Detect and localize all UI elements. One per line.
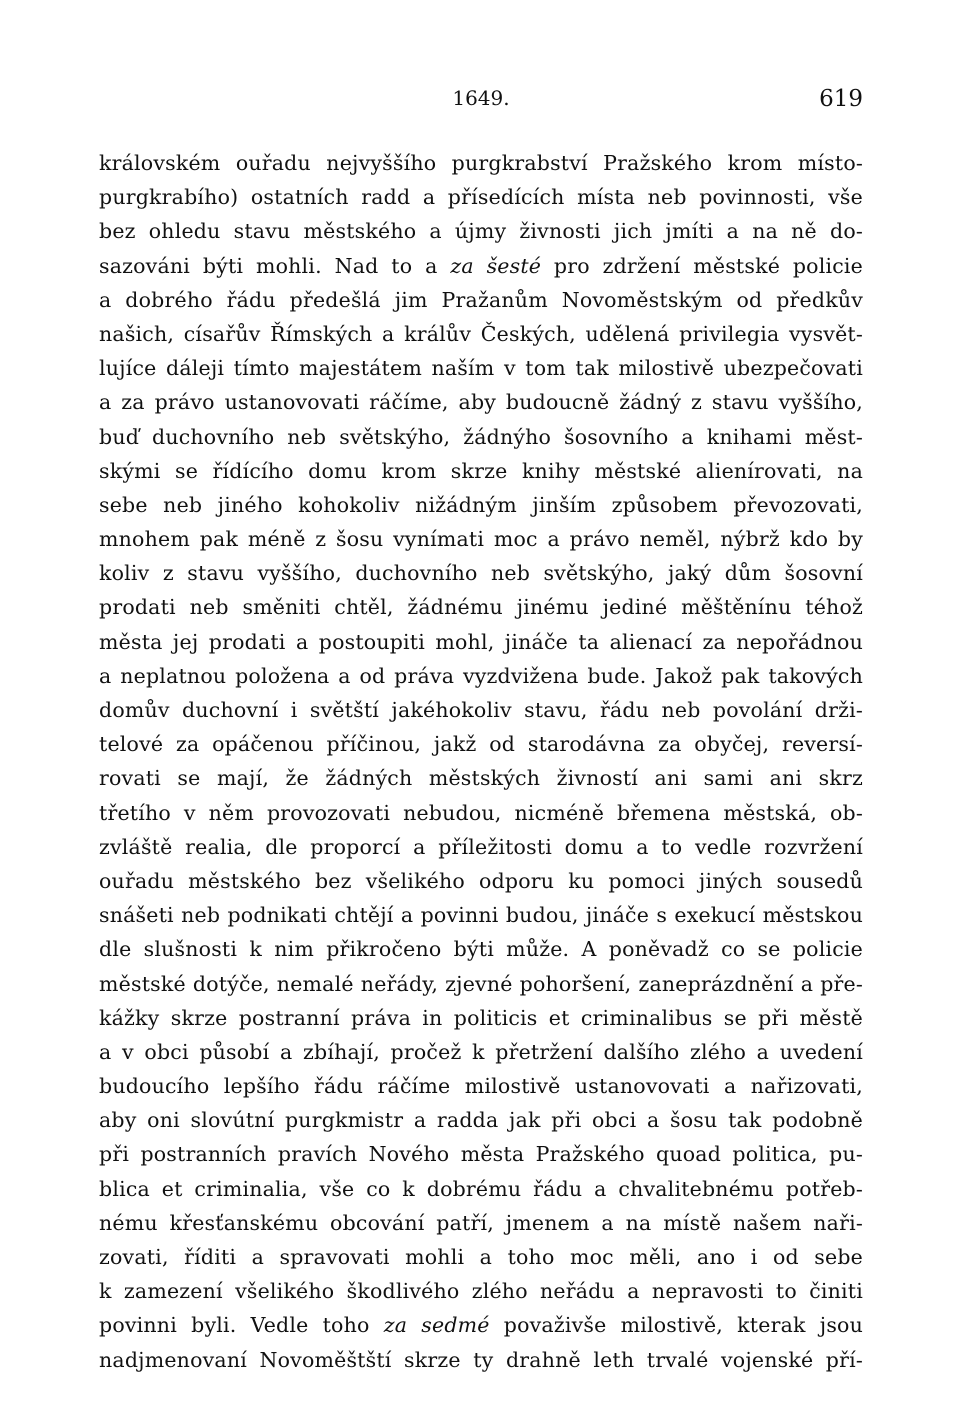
text-segment: nému křesťanskému obcování patří, jmenem a na místě našem naři-: [99, 1210, 863, 1235]
header-year: 1649.: [452, 86, 510, 110]
text-line: [99, 385, 863, 419]
text-segment: ouřadu městského bez všelikého odporu ku pomoci jiných sousedů: [99, 868, 863, 893]
text-segment: a neplatnou položena a od práva vyzdvižena bude. Jakož pak takových: [99, 663, 863, 688]
text-line: [99, 1137, 863, 1171]
text-segment: povinni byli. Vedle toho: [99, 1313, 384, 1338]
text-line: [99, 180, 863, 214]
text-line: [99, 796, 863, 830]
text-line: [99, 488, 863, 522]
text-line: [99, 556, 863, 590]
text-line: [99, 420, 863, 454]
text-segment: skými se řídícího domu krom skrze knihy městské alienírovati, na: [99, 458, 863, 483]
text-line: [99, 1343, 863, 1377]
text-segment: koliv z stavu vyššího, duchovního neb světskýho, jaký dům šosovní: [99, 561, 863, 586]
italic-phrase: za šesté: [450, 253, 542, 278]
text-segment: městské dotýče, nemalé neřády, zjevné pohoršení, zaneprázdnění a pře-: [99, 971, 863, 996]
text-segment: pro zdržení městské policie: [541, 253, 863, 278]
text-line: [99, 1206, 863, 1240]
text-segment: a v obci působí a zbíhají, pročež k přetržení dalšího zlého a uvedení: [99, 1039, 863, 1064]
text-line: [99, 967, 863, 1001]
text-line: [99, 1001, 863, 1035]
text-segment: sazováni býti mohli. Nad to a: [99, 253, 451, 278]
text-segment: telové za opáčenou příčinou, jakž od starodávna za obyčej, reversí-: [99, 732, 863, 757]
text-segment: zovati, říditi a spravovati mohli a toho moc měli, ano i od sebe: [99, 1245, 863, 1269]
text-line: [99, 522, 863, 556]
text-segment: města jej prodati a postoupiti mohl, jináče ta alienací za nepořádnou: [99, 629, 863, 654]
italic-phrase: za sedmé: [383, 1313, 490, 1338]
text-line: [99, 761, 863, 795]
text-line: [99, 727, 863, 761]
text-line: [99, 1103, 863, 1137]
text-line: [99, 214, 863, 248]
page-header: [99, 86, 863, 116]
body-text: [99, 146, 863, 1377]
text-segment: a za právo ustanovovati ráčíme, aby budoucně žádný z stavu vyššího,: [99, 390, 863, 415]
text-segment: a dobrého řádu předešlá jim Pražanům Novoměstským od předkův: [99, 287, 863, 312]
text-line: [99, 830, 863, 864]
text-segment: rovati se mají, že žádných městských živností ani sami ani skrz: [99, 766, 863, 791]
text-line: [99, 864, 863, 898]
text-line: [99, 454, 863, 488]
text-segment: sebe neb jiného kohokoliv nižádným jinším způsobem převozovati,: [99, 492, 863, 517]
text-line: [99, 283, 863, 317]
text-line: [99, 625, 863, 659]
text-line: [99, 249, 863, 283]
text-segment: považivše milostivě, kterak jsou: [489, 1313, 863, 1338]
text-segment: domův duchovní i světští jakéhokoliv stavu, řádu neb povolání drži-: [99, 698, 863, 722]
text-segment: královském ouřadu nejvyššího purgkrabství Pražského krom místo-: [99, 151, 863, 175]
text-line: [99, 590, 863, 624]
text-segment: k zamezení všelikého škodlivého zlého neřádu a nepravosti to činiti: [99, 1279, 863, 1304]
text-line: [99, 351, 863, 385]
text-segment: bez ohledu stavu městského a újmy živnosti jich jmíti a na ně do-: [99, 219, 863, 244]
text-segment: zvláště realia, dle proporcí a příležitosti domu a to vedle rozvržení: [99, 834, 863, 859]
text-segment: budoucího lepšího řádu ráčíme milostivě ustanovovati a nařizovati,: [99, 1074, 863, 1099]
text-line: [99, 1172, 863, 1206]
text-line: [99, 693, 863, 727]
text-segment: třetího v něm provozovati nebudou, nicméně břemena městská, ob-: [99, 800, 863, 825]
text-line: [99, 1069, 863, 1103]
text-segment: nadjmenovaní Novoměštští skrze ty drahně leth trvalé vojenské pří-: [99, 1347, 863, 1372]
text-line: [99, 932, 863, 966]
text-line: [99, 317, 863, 351]
text-segment: dle slušnosti k nim přikročeno býti může. A poněvadž co se policie: [99, 937, 863, 962]
text-line: [99, 1308, 863, 1342]
text-segment: našich, císařův Římských a králův Českých, udělená privilegia vysvět-: [99, 321, 863, 346]
text-line: [99, 1274, 863, 1308]
text-segment: prodati neb směniti chtěl, žádnému jinému jediné měštěnínu téhož: [99, 595, 863, 620]
text-segment: lujíce dáleji tímto majestátem naším v tom tak milostivě ubezpečovati: [99, 356, 863, 381]
text-segment: purgkrabího) ostatních radd a přísedících místa neb povinnosti, vše: [99, 185, 863, 210]
text-line: [99, 1035, 863, 1069]
text-segment: při postranních pravích Nového města Pražského quoad politica, pu-: [99, 1142, 863, 1167]
text-segment: snášeti neb podnikati chtějí a povinni budou, jináče s exekucí městskou: [99, 903, 863, 928]
text-segment: buď duchovního neb světskýho, žádnýho šosovního a knihami měst-: [99, 424, 863, 449]
text-segment: kážky skrze postranní práva in politicis et criminalibus se při městě: [99, 1005, 863, 1030]
text-segment: blica et criminalia, vše co k dobrému řádu a chvalitebnému potřeb-: [99, 1176, 863, 1201]
text-segment: aby oni slovútní purgkmistr a radda jak při obci a šosu tak podobně: [99, 1108, 863, 1133]
text-line: [99, 659, 863, 693]
text-segment: mnohem pak méně z šosu vynímati moc a právo neměl, nýbrž kdo by: [99, 527, 863, 552]
text-line: [99, 1240, 863, 1274]
text-line: [99, 146, 863, 180]
text-line: [99, 898, 863, 932]
page-number: 619: [819, 86, 863, 112]
